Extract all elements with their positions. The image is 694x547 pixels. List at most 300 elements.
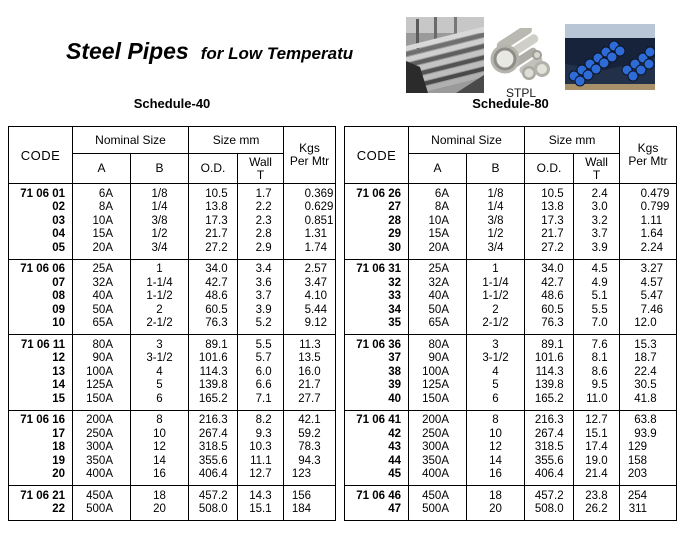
kgs-per-mtr-cell: 1.11 <box>620 215 677 229</box>
nominal-b-cell: 5 <box>131 379 189 393</box>
stpl-steel-pipes-photo <box>487 28 555 102</box>
wall-t-cell: 23.8 <box>574 486 620 504</box>
nominal-b-cell: 20 <box>131 503 189 521</box>
kgs-per-mtr-cell: 41.8 <box>620 393 677 411</box>
nominal-b-cell: 4 <box>467 366 525 380</box>
nominal-b-cell: 2 <box>131 304 189 318</box>
code-cell: 08 <box>9 290 73 304</box>
wall-t-cell: 14.3 <box>238 486 284 504</box>
table-row <box>345 317 677 335</box>
od-cell: 165.2 <box>525 393 574 411</box>
wall-t-cell: 8.1 <box>574 352 620 366</box>
code-cell: 17 <box>9 428 73 442</box>
od-cell: 508.0 <box>525 503 574 521</box>
kgs-per-mtr-cell: 123 <box>284 468 336 486</box>
wall-t-cell: 11.0 <box>574 393 620 411</box>
code-cell: 47 <box>345 503 409 521</box>
od-cell: 318.5 <box>525 441 574 455</box>
kgs-per-mtr-cell: 42.1 <box>284 410 336 428</box>
pipe-size-table <box>8 126 336 521</box>
wall-t-cell: 21.4 <box>574 468 620 486</box>
kgs-per-mtr-header: Kgs Per Mtr <box>620 127 677 184</box>
nominal-b-cell: 2-1/2 <box>467 317 525 335</box>
wall-t-cell: 5.5 <box>238 335 284 353</box>
nominal-b-cell: 3/4 <box>131 242 189 260</box>
od-cell: 34.0 <box>525 259 574 277</box>
nominal-a-cell: 32A <box>409 277 467 291</box>
od-cell: 17.3 <box>525 215 574 229</box>
od-cell: 165.2 <box>189 393 238 411</box>
code-column-header: CODE <box>345 127 409 184</box>
od-cell: 48.6 <box>525 290 574 304</box>
table-row <box>9 184 336 202</box>
nominal-a-cell: 6A <box>73 184 131 202</box>
kgs-per-mtr-cell: 11.3 <box>284 335 336 353</box>
kgs-per-mtr-cell: 94.3 <box>284 455 336 469</box>
b-column-header: B <box>131 154 189 184</box>
wall-t-cell: 26.2 <box>574 503 620 521</box>
nominal-a-cell: 125A <box>73 379 131 393</box>
code-cell: 35 <box>345 317 409 335</box>
code-cell: 44 <box>345 455 409 469</box>
wall-t-cell: 11.1 <box>238 455 284 469</box>
kgs-per-mtr-cell: 156 <box>284 486 336 504</box>
kgs-per-mtr-cell: 0.629 <box>284 201 336 215</box>
kgs-per-mtr-cell: 3.47 <box>284 277 336 291</box>
kgs-per-mtr-cell: 254 <box>620 486 677 504</box>
table-row <box>345 277 677 291</box>
nominal-a-cell: 20A <box>73 242 131 260</box>
table-row <box>345 410 677 428</box>
wall-t-cell: 10.3 <box>238 441 284 455</box>
od-cell: 457.2 <box>189 486 238 504</box>
code-cell: 34 <box>345 304 409 318</box>
kgs-per-mtr-cell: 4.10 <box>284 290 336 304</box>
code-cell: 71 06 06 <box>9 259 73 277</box>
wall-t-cell: 12.7 <box>574 410 620 428</box>
od-cell: 27.2 <box>189 242 238 260</box>
code-cell: 33 <box>345 290 409 304</box>
nominal-b-cell: 8 <box>467 410 525 428</box>
kgs-per-mtr-cell: 1.31 <box>284 228 336 242</box>
code-cell: 71 06 41 <box>345 410 409 428</box>
wall-t-cell: 3.6 <box>238 277 284 291</box>
od-cell: 13.8 <box>189 201 238 215</box>
nominal-b-cell: 3-1/2 <box>131 352 189 366</box>
nominal-size-header: Nominal Size <box>409 127 525 154</box>
wall-t-cell: 7.6 <box>574 335 620 353</box>
blue-steel-pipes-image <box>565 24 655 90</box>
blue-steel-pipes-photo <box>565 24 655 90</box>
steel-pipes-rack-image <box>406 17 484 93</box>
wall-t-cell: 3.9 <box>238 304 284 318</box>
wall-t-cell: 1.7 <box>238 184 284 202</box>
kgs-per-mtr-cell: 5.47 <box>620 290 677 304</box>
od-cell: 42.7 <box>525 277 574 291</box>
od-cell: 60.5 <box>189 304 238 318</box>
wall-t-cell: 2.3 <box>238 215 284 229</box>
nominal-a-cell: 80A <box>409 335 467 353</box>
nominal-b-cell: 3 <box>131 335 189 353</box>
nominal-a-cell: 40A <box>409 290 467 304</box>
kgs-per-mtr-cell: 3.27 <box>620 259 677 277</box>
kgs-per-mtr-cell: 2.24 <box>620 242 677 260</box>
nominal-b-cell: 5 <box>467 379 525 393</box>
kgs-per-mtr-cell: 78.3 <box>284 441 336 455</box>
nominal-a-cell: 150A <box>73 393 131 411</box>
b-column-header: B <box>467 154 525 184</box>
table-row <box>9 335 336 353</box>
code-cell: 71 06 31 <box>345 259 409 277</box>
table-row <box>9 379 336 393</box>
nominal-a-cell: 300A <box>73 441 131 455</box>
table-row <box>345 441 677 455</box>
table-row <box>9 317 336 335</box>
nominal-b-cell: 1/4 <box>467 201 525 215</box>
nominal-a-cell: 400A <box>409 468 467 486</box>
kgs-per-mtr-cell: 59.2 <box>284 428 336 442</box>
od-cell: 267.4 <box>189 428 238 442</box>
nominal-a-cell: 32A <box>73 277 131 291</box>
wall-t-column-header: Wall T <box>574 154 620 184</box>
table-row <box>9 201 336 215</box>
page-title: Steel Pipes <box>66 38 189 64</box>
wall-t-cell: 7.1 <box>238 393 284 411</box>
nominal-b-cell: 14 <box>131 455 189 469</box>
code-cell: 03 <box>9 215 73 229</box>
kgs-per-mtr-cell: 1.74 <box>284 242 336 260</box>
nominal-b-cell: 3/8 <box>131 215 189 229</box>
kgs-per-mtr-cell: 0.369 <box>284 184 336 202</box>
page-subtitle: for Low Temperatu <box>200 44 354 63</box>
kgs-per-mtr-cell: 15.3 <box>620 335 677 353</box>
code-cell: 15 <box>9 393 73 411</box>
od-cell: 508.0 <box>189 503 238 521</box>
wall-t-cell: 3.9 <box>574 242 620 260</box>
nominal-b-cell: 1-1/2 <box>467 290 525 304</box>
kgs-per-mtr-cell: 30.5 <box>620 379 677 393</box>
table-row <box>345 379 677 393</box>
code-cell: 71 06 01 <box>9 184 73 202</box>
code-cell: 71 06 46 <box>345 486 409 504</box>
size-mm-header: Size mm <box>525 127 620 154</box>
code-cell: 71 06 16 <box>9 410 73 428</box>
wall-t-cell: 3.4 <box>238 259 284 277</box>
code-cell: 29 <box>345 228 409 242</box>
od-cell: 10.5 <box>525 184 574 202</box>
wall-t-cell: 2.9 <box>238 242 284 260</box>
nominal-size-header: Nominal Size <box>73 127 189 154</box>
nominal-a-cell: 90A <box>409 352 467 366</box>
wall-t-column-header: Wall T <box>238 154 284 184</box>
nominal-b-cell: 3-1/2 <box>467 352 525 366</box>
code-cell: 43 <box>345 441 409 455</box>
od-cell: 406.4 <box>525 468 574 486</box>
steel-pipes-rack-photo <box>406 17 484 93</box>
code-cell: 40 <box>345 393 409 411</box>
od-cell: 318.5 <box>189 441 238 455</box>
wall-t-cell: 12.7 <box>238 468 284 486</box>
kgs-per-mtr-cell: 13.5 <box>284 352 336 366</box>
od-cell: 216.3 <box>525 410 574 428</box>
table-row <box>9 352 336 366</box>
kgs-per-mtr-cell: 27.7 <box>284 393 336 411</box>
nominal-a-cell: 65A <box>73 317 131 335</box>
table-row <box>9 503 336 521</box>
code-cell: 05 <box>9 242 73 260</box>
nominal-b-cell: 18 <box>131 486 189 504</box>
nominal-b-cell: 4 <box>131 366 189 380</box>
kgs-per-mtr-cell: 9.12 <box>284 317 336 335</box>
kgs-per-mtr-cell: 129 <box>620 441 677 455</box>
code-cell: 71 06 26 <box>345 184 409 202</box>
kgs-per-mtr-cell: 1.64 <box>620 228 677 242</box>
wall-t-cell: 5.2 <box>238 317 284 335</box>
od-cell: 21.7 <box>189 228 238 242</box>
code-cell: 27 <box>345 201 409 215</box>
nominal-a-cell: 300A <box>409 441 467 455</box>
nominal-a-cell: 8A <box>409 201 467 215</box>
table-row <box>9 304 336 318</box>
nominal-b-cell: 1/8 <box>467 184 525 202</box>
code-cell: 22 <box>9 503 73 521</box>
code-cell: 30 <box>345 242 409 260</box>
code-cell: 04 <box>9 228 73 242</box>
od-column-header: O.D. <box>525 154 574 184</box>
nominal-a-cell: 25A <box>73 259 131 277</box>
code-cell: 39 <box>345 379 409 393</box>
od-cell: 216.3 <box>189 410 238 428</box>
nominal-a-cell: 65A <box>409 317 467 335</box>
pipe-size-table <box>344 126 677 521</box>
nominal-b-cell: 1-1/4 <box>467 277 525 291</box>
table-row <box>345 228 677 242</box>
code-cell: 37 <box>345 352 409 366</box>
wall-t-cell: 5.7 <box>238 352 284 366</box>
nominal-b-cell: 12 <box>131 441 189 455</box>
wall-t-cell: 19.0 <box>574 455 620 469</box>
wall-t-cell: 15.1 <box>238 503 284 521</box>
nominal-a-cell: 125A <box>409 379 467 393</box>
code-cell: 09 <box>9 304 73 318</box>
kgs-per-mtr-cell: 311 <box>620 503 677 521</box>
kgs-per-mtr-cell: 0.799 <box>620 201 677 215</box>
wall-t-cell: 4.9 <box>574 277 620 291</box>
schedule-80-table <box>344 126 677 521</box>
nominal-a-cell: 40A <box>73 290 131 304</box>
od-cell: 406.4 <box>189 468 238 486</box>
nominal-b-cell: 1-1/2 <box>131 290 189 304</box>
nominal-a-cell: 8A <box>73 201 131 215</box>
code-cell: 12 <box>9 352 73 366</box>
wall-t-cell: 4.5 <box>574 259 620 277</box>
table-row <box>345 503 677 521</box>
nominal-b-cell: 1 <box>467 259 525 277</box>
nominal-b-cell: 1 <box>131 259 189 277</box>
nominal-a-cell: 15A <box>409 228 467 242</box>
code-cell: 42 <box>345 428 409 442</box>
od-cell: 42.7 <box>189 277 238 291</box>
od-cell: 355.6 <box>525 455 574 469</box>
code-cell: 71 06 21 <box>9 486 73 504</box>
nominal-a-cell: 10A <box>73 215 131 229</box>
od-cell: 27.2 <box>525 242 574 260</box>
od-cell: 13.8 <box>525 201 574 215</box>
wall-t-cell: 6.0 <box>238 366 284 380</box>
od-cell: 101.6 <box>525 352 574 366</box>
nominal-b-cell: 20 <box>467 503 525 521</box>
table-row <box>345 393 677 411</box>
nominal-a-cell: 500A <box>409 503 467 521</box>
kgs-per-mtr-cell: 93.9 <box>620 428 677 442</box>
nominal-a-cell: 100A <box>409 366 467 380</box>
nominal-b-cell: 12 <box>467 441 525 455</box>
page-title-row <box>66 38 353 65</box>
table-row <box>9 486 336 504</box>
nominal-b-cell: 6 <box>467 393 525 411</box>
kgs-per-mtr-cell: 22.4 <box>620 366 677 380</box>
nominal-a-cell: 15A <box>73 228 131 242</box>
wall-t-cell: 5.5 <box>574 304 620 318</box>
a-column-header: A <box>73 154 131 184</box>
kgs-per-mtr-cell: 21.7 <box>284 379 336 393</box>
kgs-per-mtr-header: Kgs Per Mtr <box>284 127 336 184</box>
nominal-b-cell: 3/4 <box>467 242 525 260</box>
nominal-a-cell: 250A <box>73 428 131 442</box>
nominal-b-cell: 2-1/2 <box>131 317 189 335</box>
table-row <box>345 242 677 260</box>
nominal-a-cell: 200A <box>73 410 131 428</box>
table-row <box>345 304 677 318</box>
wall-t-cell: 17.4 <box>574 441 620 455</box>
code-cell: 07 <box>9 277 73 291</box>
nominal-b-cell: 10 <box>467 428 525 442</box>
table-row <box>345 455 677 469</box>
stpl-caption: STPL <box>505 86 536 100</box>
kgs-per-mtr-cell: 158 <box>620 455 677 469</box>
table-row <box>9 277 336 291</box>
od-cell: 76.3 <box>189 317 238 335</box>
od-cell: 139.8 <box>525 379 574 393</box>
nominal-b-cell: 1-1/4 <box>131 277 189 291</box>
table-row <box>9 455 336 469</box>
od-cell: 76.3 <box>525 317 574 335</box>
code-cell: 28 <box>345 215 409 229</box>
code-cell: 18 <box>9 441 73 455</box>
table-row <box>345 184 677 202</box>
kgs-per-mtr-cell: 203 <box>620 468 677 486</box>
size-mm-header: Size mm <box>189 127 284 154</box>
kgs-per-mtr-cell: 4.57 <box>620 277 677 291</box>
nominal-a-cell: 500A <box>73 503 131 521</box>
nominal-a-cell: 90A <box>73 352 131 366</box>
table-row <box>9 228 336 242</box>
wall-t-cell: 3.2 <box>574 215 620 229</box>
nominal-b-cell: 16 <box>131 468 189 486</box>
kgs-per-mtr-cell: 5.44 <box>284 304 336 318</box>
nominal-a-cell: 250A <box>409 428 467 442</box>
code-cell: 10 <box>9 317 73 335</box>
wall-t-cell: 15.1 <box>574 428 620 442</box>
od-cell: 48.6 <box>189 290 238 304</box>
nominal-a-cell: 80A <box>73 335 131 353</box>
table-row <box>9 290 336 304</box>
nominal-b-cell: 2 <box>467 304 525 318</box>
wall-t-cell: 5.1 <box>574 290 620 304</box>
nominal-a-cell: 20A <box>409 242 467 260</box>
nominal-b-cell: 1/2 <box>131 228 189 242</box>
od-cell: 89.1 <box>525 335 574 353</box>
od-cell: 355.6 <box>189 455 238 469</box>
code-cell: 20 <box>9 468 73 486</box>
wall-t-cell: 9.3 <box>238 428 284 442</box>
table-row <box>9 393 336 411</box>
wall-t-cell: 9.5 <box>574 379 620 393</box>
nominal-a-cell: 350A <box>73 455 131 469</box>
nominal-a-cell: 10A <box>409 215 467 229</box>
nominal-a-cell: 150A <box>409 393 467 411</box>
nominal-a-cell: 50A <box>73 304 131 318</box>
kgs-per-mtr-cell: 0.479 <box>620 184 677 202</box>
od-cell: 89.1 <box>189 335 238 353</box>
kgs-per-mtr-cell: 2.57 <box>284 259 336 277</box>
nominal-b-cell: 8 <box>131 410 189 428</box>
table-row <box>9 410 336 428</box>
table-row <box>345 290 677 304</box>
nominal-a-cell: 50A <box>409 304 467 318</box>
wall-t-cell: 3.0 <box>574 201 620 215</box>
wall-t-cell: 7.0 <box>574 317 620 335</box>
table-row <box>345 201 677 215</box>
nominal-b-cell: 16 <box>467 468 525 486</box>
table-row <box>9 468 336 486</box>
nominal-a-cell: 100A <box>73 366 131 380</box>
od-cell: 21.7 <box>525 228 574 242</box>
code-cell: 38 <box>345 366 409 380</box>
table-row <box>345 335 677 353</box>
schedule-40-table <box>8 126 336 521</box>
nominal-a-cell: 6A <box>409 184 467 202</box>
nominal-a-cell: 450A <box>409 486 467 504</box>
table-row <box>9 242 336 260</box>
od-cell: 114.3 <box>525 366 574 380</box>
nominal-a-cell: 350A <box>409 455 467 469</box>
wall-t-cell: 3.7 <box>238 290 284 304</box>
table-row <box>9 215 336 229</box>
code-cell: 71 06 36 <box>345 335 409 353</box>
code-column-header: CODE <box>9 127 73 184</box>
nominal-b-cell: 6 <box>131 393 189 411</box>
od-cell: 34.0 <box>189 259 238 277</box>
code-cell: 45 <box>345 468 409 486</box>
nominal-a-cell: 400A <box>73 468 131 486</box>
table-row <box>9 441 336 455</box>
wall-t-cell: 2.4 <box>574 184 620 202</box>
nominal-b-cell: 3/8 <box>467 215 525 229</box>
code-cell: 19 <box>9 455 73 469</box>
wall-t-cell: 6.6 <box>238 379 284 393</box>
nominal-b-cell: 3 <box>467 335 525 353</box>
od-cell: 267.4 <box>525 428 574 442</box>
table-row <box>9 259 336 277</box>
kgs-per-mtr-cell: 16.0 <box>284 366 336 380</box>
kgs-per-mtr-cell: 12.0 <box>620 317 677 335</box>
table-row <box>345 486 677 504</box>
kgs-per-mtr-cell: 7.46 <box>620 304 677 318</box>
od-cell: 139.8 <box>189 379 238 393</box>
nominal-b-cell: 1/8 <box>131 184 189 202</box>
od-cell: 60.5 <box>525 304 574 318</box>
